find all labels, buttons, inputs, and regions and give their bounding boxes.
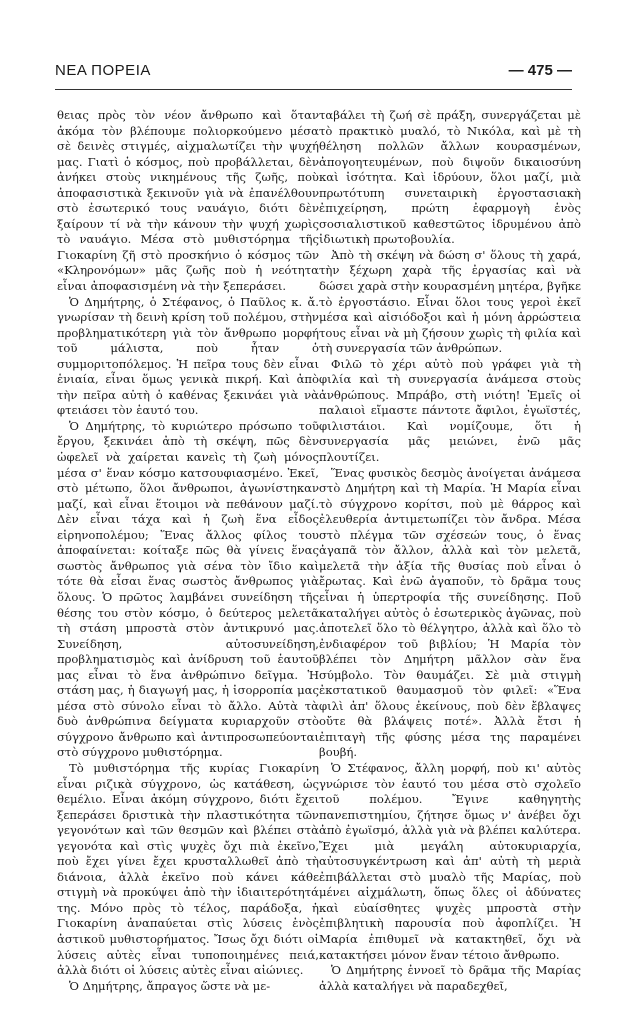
paragraph: Τὸ μυθιστόρημα τῆς κυρίας Γιοκαρίνη εἶναι ριζικὰ σύγχρονο, ὡς κατάθεση, ὡς θεμέλιο. Εἶναι ἀκόμη σύγχρονο, διότι ἔχει ξεπεράσει δριστικὰ τὴν πλαστικότητα τῶν γεγονότων καὶ τῶν θεσμῶν καὶ βλέπει στὰ γεγονότα καὶ στὶς ψυχὲς ὄχι πιὰ ἐκεῖνο, ποὺ ἔχει γίνει ἔχει κρυσταλλωθεῖ ἀπὸ τὴ διάνοια, ἀλλὰ ἐκεῖνο ποὺ κάνει κάθε στιγμὴ νὰ προκύψει ἀπὸ τὴν ἰδιαιτερότητά της. Μόνο πρὸς τὸ τέλος, παράδοξα, ἡ Γιοκαρίνη ἀναπαύεται στὶς λύσεις ἑνὸς ἀστικοῦ μυθιστορήματος. Ἴσως ὄχι διότι οἱ λύσεις αὐτὲς εἶναι τυποποιημένες πειά, ἀλλὰ διότι οἱ λύσεις αὐτὲς εἶναι αἰώνιες. [57, 760, 319, 978]
paragraph: ταβάλει τὴ ζωή σὲ πράξη, συνεργάζεται μὲ τὸ πρακτικὸ μυαλό, τὸ Νικόλα, καὶ μὲ τὴ θέληση πολλῶν ἄλλων κουρασμένων, ἀπογοητευμένων, ποὺ διψοῦν δικαιοσύνη καὶ ἰσότητα. Καὶ ἱδρύουν, ὅλοι μαζί, μιὰ πρωτότυπη συνεταιρικὴ ἐργοστασιακὴ ἐπιχείρηση, πρώτη ἐφαρμογὴ ἑνὸς σοσιαλιστικοῦ καθεστῶτος ἱδρυμένου ἀπὸ ἰδιωτικὴ πρωτοβουλία. [319, 108, 581, 247]
running-header [55, 62, 572, 86]
header-rule [55, 89, 572, 90]
paragraph: Ἕνας φυσικὸς δεσμὸς ἀνοίγεται ἀνάμεσα στὸ Δημήτρη καὶ τὴ Μαρία. Ἡ Μαρία εἶναι τὸ σύγχρονο κορίτσι, ποὺ μὲ θάρρος καὶ ἐλευθερία ἀντιμετωπίζει τὸν ἄνδρα. Μέσα στὸ πλέγμα τῶν σχέσεών τους, ὁ ἕνας ἀγαπᾶ τὸν ἄλλον, ἀλλὰ καὶ τὸν μελετᾶ, μελετᾶ τὴν ἀξία τῆς θυσίας ποὺ εἶναι ὁ ἔρωτας. Καὶ ἐνῶ ἀγαποῦν, τὸ δρᾶμα τους εἶναι ἡ ὑπερτροφία τῆς συνείδησης. Ποῦ καταλήγει αὐτὸς ὁ ἐσωτερικὸς ἀγῶνας, ποὺ ἀποτελεῖ ὅλο τὸ θέλγητρο, ἀλλὰ καὶ ὅλο τὸ ἐνδιαφέρον τοῦ βιβλίου; Ἡ Μαρία τὸν βλέπει τὸν Δημήτρη μᾶλλον σὰν ἕνα σύμβολο. Τὸν θαυμάζει. Σὲ μιὰ στιγμὴ ἐκστατικοῦ θαυμασμοῦ τὸν φιλεῖ: «Ἕνα φιλὶ ἀπ' ὅλους ἐκείνους, ποὺ δὲν ἔβλαψες οὔτε θὰ βλάψεις ποτέ». Ἀλλὰ ἔτσι ἡ ἐπιταγὴ τῆς φύσης μέσα της παραμένει βουβή. [319, 465, 581, 760]
paragraph: Ὁ Στέφανος, ἄλλη μορφή, ποὺ κι' αὐτὸς γνώρισε τὸν ἑαυτό του μέσα στὸ σχολεῖο τοῦ πολέμου. Ἔγινε καθηγητὴς πανεπιστημίου, ζήτησε ὅμως ν' ἀνέβει ὄχι ἀπὸ ἐγωϊσμό, ἀλλὰ γιὰ νὰ βλέπει καλύτερα. Ἔχει μιὰ μεγάλη αὐτοκυριαρχία, αὐτοσυγκέντρωση καὶ ἀπ' αὐτὴ τὴ μεριὰ ἐπιβάλλεται στὸ μυαλὸ τῆς Μαρίας, ποὺ μένει αἰχμάλωτη, ὅπως ὅλες οἱ ἀδύνατες καὶ εὐαίσθητες ψυχὲς μπροστὰ στὴν ἐπιβλητικὴ παρουσία ποὺ ἀφοπλίζει. Ἡ Μαρία ἐπιθυμεῖ νὰ κατακτηθεῖ, ὄχι νὰ κατακτήσει μόνον ἕναν τέτοιο ἄνθρωπο. [319, 760, 581, 962]
paragraph: Ἀπὸ τὴ σκέψη νὰ δώση σ' ὅλους τὴ χαρά, τὴν ξέχωρη χαρὰ τῆς ἐργασίας καὶ νὰ δώσει χαρὰ στὴν κουρασμένη μητέρα, βγῆκε τὸ ἐργοστάσιο. Εἶναι ὅλοι τους γεροὶ ἐκεῖ μέσα καὶ αἰσιόδοξοι καὶ ἡ μόνη ἀρρώστεια τους εἶναι νὰ μὴ ζήσουν χωρὶς τὴ φιλία καὶ τὴ συνεργασία τῶν ἀνθρώπων. [319, 247, 581, 356]
journal-title: ΝΕΑ ΠΟΡΕΙΑ [55, 62, 151, 79]
right-column [319, 108, 581, 994]
paragraph: Ὁ Δημήτρης, ἄπραγος ὥστε νὰ με- [69, 978, 271, 993]
paragraph: Φιλῶ τὸ χέρι αὐτὸ ποὺ γράφει γιὰ τὴ φιλία καὶ τὴ συνεργασία ἀνάμεσα στοὺς ἀνθρώπους. Μπράβο, στὴ νιότη! Ἐμεῖς οἱ παλαιοὶ εἴμαστε πάντοτε ἄφιλοι, ἐγωϊστές, φιλιστάιοι. Καὶ νομίζουμε, ὅτι ἡ συνεργασία μᾶς μειώνει, ἐνῶ μᾶς πλουτίζει. [319, 356, 581, 465]
paragraph: Ὁ Δημήτρης ἐννοεῖ τὸ δρᾶμα τῆς Μαρίας ἀλλὰ καταλήγει νὰ παραδεχθεῖ, [319, 963, 581, 993]
left-column [57, 108, 319, 994]
paragraph: Ὁ Δημήτρης, τὸ κυριώτερο πρόσωπο τοῦ ἔργου, ξεκινάει ἀπὸ τὴ σκέψη, πῶς δὲν ὠφελεῖ νὰ χαίρεται κανεὶς τὴ ζωὴ μόνος μέσα σ' ἕναν κόσμο κατσουφιασμένο. Ἐκεῖ, στὸ μέτωπο, ὅλοι ἄνθρωποι, ἀγωνίστηκαν μαζί, καὶ εἶναι ἕτοιμοι νὰ πεθάνουν μαζί. Δὲν εἶναι τάχα καὶ ἡ ζωὴ ἕνα εἶδος εἰρηνοπολέμου; Ἕνας ἄλλος φίλος του ἀποφαίνεται: κοίταξε πῶς θὰ γίνεις ἕνας σωστὸς ἄνθρωπος γιὰ σένα τὸν ἴδιο καὶ τότε θὰ εἶσαι ἕνας σωστὸς ἄνθρωπος γιὰ ὅλους. Ὁ πρῶτος λαμβάνει συνείδηση τῆς θέσης του στὸν κόσμο, ὁ δεύτερος μελετᾶ τὴ στάση μπροστὰ στὸν ἀντικρυνό μας. Συνείδηση, αὐτοσυνείδηση, προβληματισμὸς καὶ ἀνίδρυση τοῦ ἑαυτοῦ μας εἶναι τὸ ἕνα ἀνθρώπινο δεῖγμα. Ἡ στάση μας, ἡ διαγωγή μας, ἡ ἰσορροπία μας μέσα στὸ σύνολο εἶναι τὸ ἄλλο. Αὐτὰ τὰ δυὸ ἀνθρώπινα δείγματα κυριαρχοῦν στὸ σύγχρονο ἄνθρωπο καὶ ἀντιπροσωπεύονται στὸ σύγχρονο μυθιστόρημα. [57, 418, 319, 760]
page-number: — 475 — [508, 62, 572, 79]
paragraph: θειας πρὸς τὸν νέον ἄνθρωπο καὶ ὅταν ἀκόμα τὸν βλέπουμε πολιορκούμενο μέσα σὲ δεινὲς στιγμές, αἰχμαλωτίζει τὴν ψυχή μας. Γιατὶ ὁ κόσμος, ποὺ προβάλλεται, δὲν ἀνήκει στοὺς νικημένους τῆς ζωῆς, ποὺ ἀποφασιστικὰ ξεκινοῦν γιὰ νὰ ἐπανέλθουν στὸ ἐσωτερικό τους ναυάγιο, διότι δὲν ξαίρουν τί νὰ τὴν κάνουν τὴν ψυχή χωρὶς τὸ ναυάγιο. Μέσα στὸ μυθιστόρημα τῆς Γιοκαρίνη ζῆ στὸ προσκήνιο ὁ κόσμος τῶν «Κληρονόμων» μᾶς ζωῆς ποὺ ἡ νεότητα εἶναι ἀποφασισμένη νὰ τὴν ξεπεράσει. [57, 108, 319, 294]
paragraph: Ὁ Δημήτρης, ὁ Στέφανος, ὁ Παῦλος κ. ἄ. γνωρίσαν τὴ δεινὴ κρίση τοῦ πολέμου, στὴν προβληματικότερη γιὰ τὸν ἄνθρωπο μορφή τοῦ μάλιστα, ποὺ ἦταν ὁ συμμοριτοπόλεμος. Ἡ πεῖρα τους δὲν εἶναι ἑνιαία, εἶναι ὅμως γενικὰ πικρή. Καὶ ἀπὸ τὴν πεῖρα αὐτὴ ὁ καθένας ξεκινάει γιὰ νὰ φτειάσει τὸν ἑαυτό του. [57, 294, 319, 418]
